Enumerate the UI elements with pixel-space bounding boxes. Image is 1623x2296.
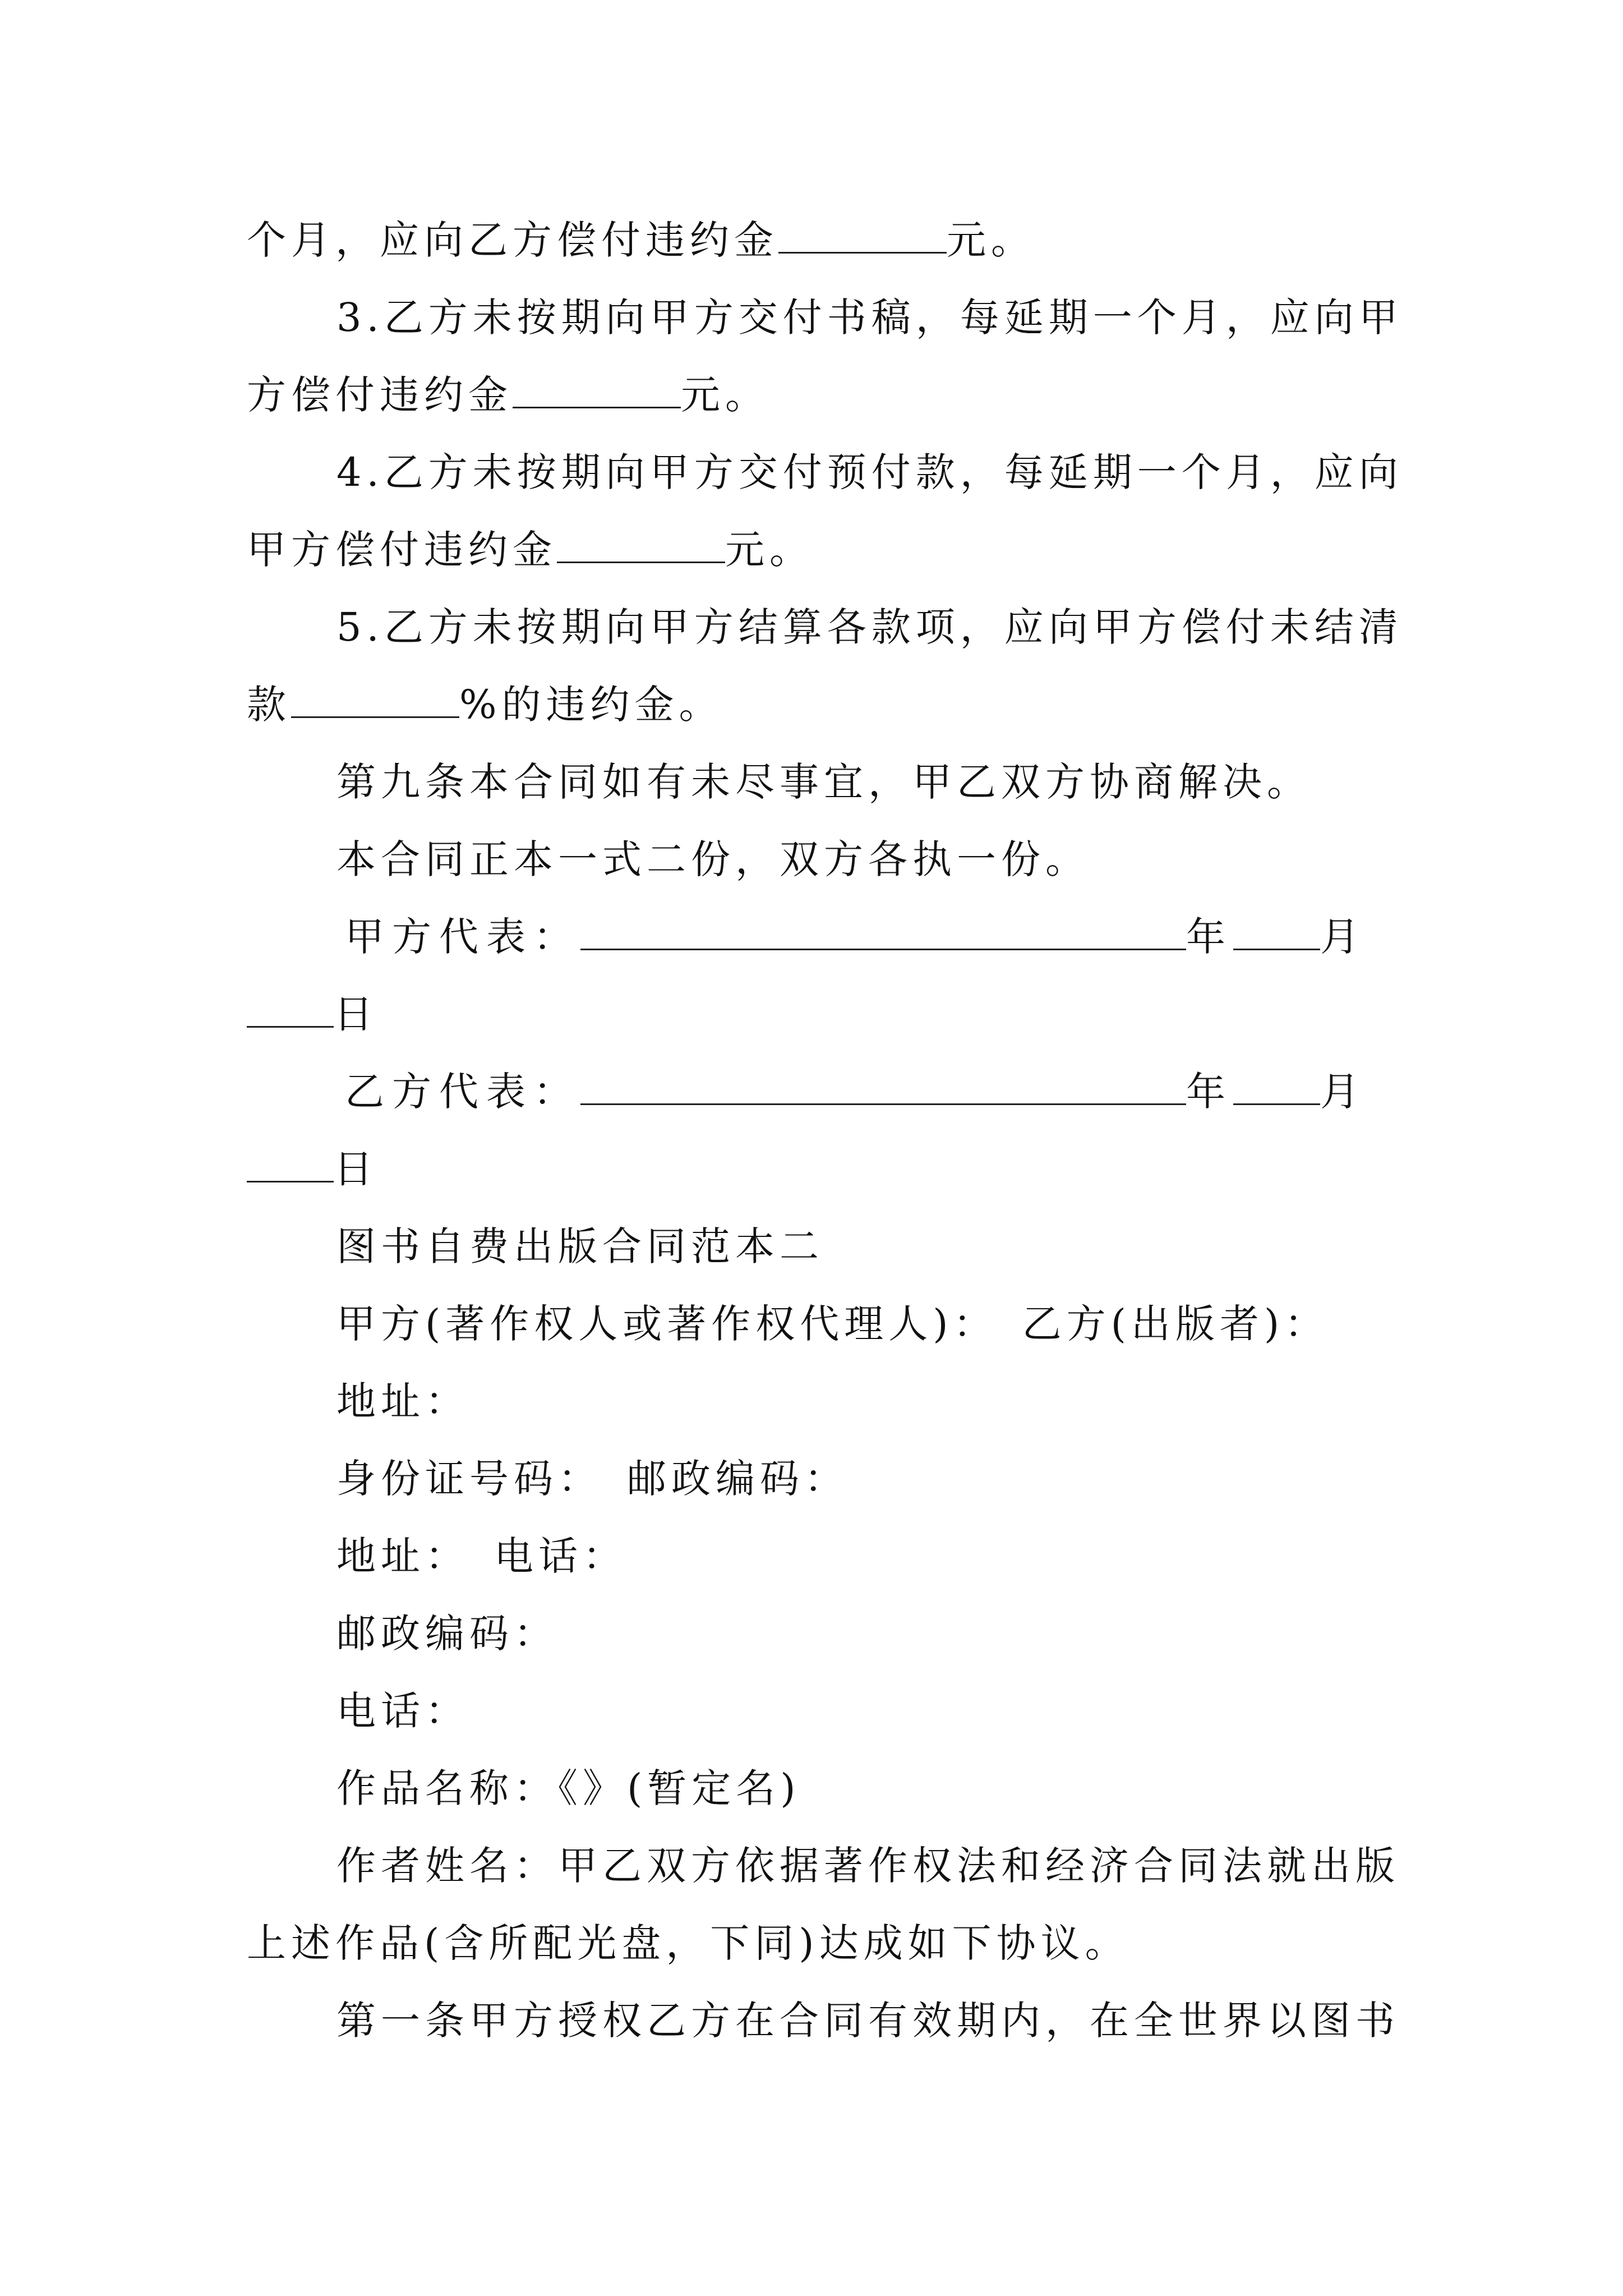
text-line: 本合同正本一式二份，双方各执一份。	[336, 836, 1090, 882]
text-line: 作品名称：《》(暂定名)	[336, 1765, 801, 1811]
blank-field	[580, 1069, 1186, 1105]
line-text: 元。	[681, 372, 769, 418]
text-line: 作者姓名：甲乙双方依据著作权法和经济合同法就出版	[336, 1843, 1400, 1889]
text-line	[247, 677, 1391, 733]
line-text: 年	[1186, 914, 1233, 960]
text-line: 5.乙方未按期向甲方结算各款项，应向甲方偿付未结清	[336, 604, 1403, 650]
line-text: 方偿付违约金	[247, 372, 513, 418]
line-text: 日	[334, 991, 378, 1037]
text-line: 地址：	[336, 1378, 469, 1424]
blank-field	[557, 527, 725, 563]
signature-line-party-a	[345, 909, 1399, 965]
line-text: 甲方代表：	[345, 914, 580, 960]
line-text: 月	[1320, 914, 1367, 960]
text-line: 3.乙方未按期向甲方交付书稿，每延期一个月，应向甲	[336, 295, 1403, 341]
signature-line-party-b	[345, 1064, 1399, 1120]
line-text: 元。	[947, 217, 1035, 263]
line-text: %的违约金。	[459, 682, 723, 728]
text-line: 上述作品(含所配光盘，下同)达成如下协议。	[247, 1920, 1129, 1966]
line-text: 乙方代表：	[345, 1069, 580, 1115]
line-text: 甲方偿付违约金	[247, 527, 557, 573]
text-line	[247, 1141, 1391, 1197]
text-line	[247, 986, 1391, 1042]
text-line	[247, 367, 1391, 423]
text-line: 邮政编码：	[336, 1611, 558, 1657]
text-line: 第九条本合同如有未尽事宜，甲乙双方协商解决。	[336, 759, 1311, 805]
blank-field	[513, 372, 681, 408]
line-text: 日	[334, 1146, 378, 1192]
blank-field	[291, 682, 459, 718]
text-line: 4.乙方未按期向甲方交付预付款，每延期一个月，应向	[336, 449, 1403, 495]
line-text: 元。	[725, 527, 814, 573]
blank-field	[247, 1146, 334, 1182]
blank-field	[778, 217, 947, 254]
blank-field	[1233, 914, 1320, 950]
text-line: 甲方(著作权人或著作权代理人)： 乙方(出版者)：	[336, 1301, 1329, 1347]
blank-field	[580, 914, 1186, 950]
blank-field	[247, 991, 334, 1028]
text-line: 第一条甲方授权乙方在合同有效期内，在全世界以图书	[336, 1998, 1400, 2044]
text-line: 电话：	[336, 1688, 469, 1734]
text-line: 地址： 电话：	[336, 1533, 627, 1579]
line-text: 年	[1186, 1069, 1233, 1115]
text-line: 身份证号码： 邮政编码：	[336, 1456, 849, 1502]
text-line	[247, 522, 1391, 578]
blank-field	[1233, 1069, 1320, 1105]
section-heading: 图书自费出版合同范本二	[336, 1223, 824, 1269]
line-text: 月	[1320, 1069, 1367, 1115]
line-text: 款	[247, 682, 291, 728]
text-line	[247, 212, 1391, 268]
line-text: 个月，应向乙方偿付违约金	[247, 217, 778, 263]
